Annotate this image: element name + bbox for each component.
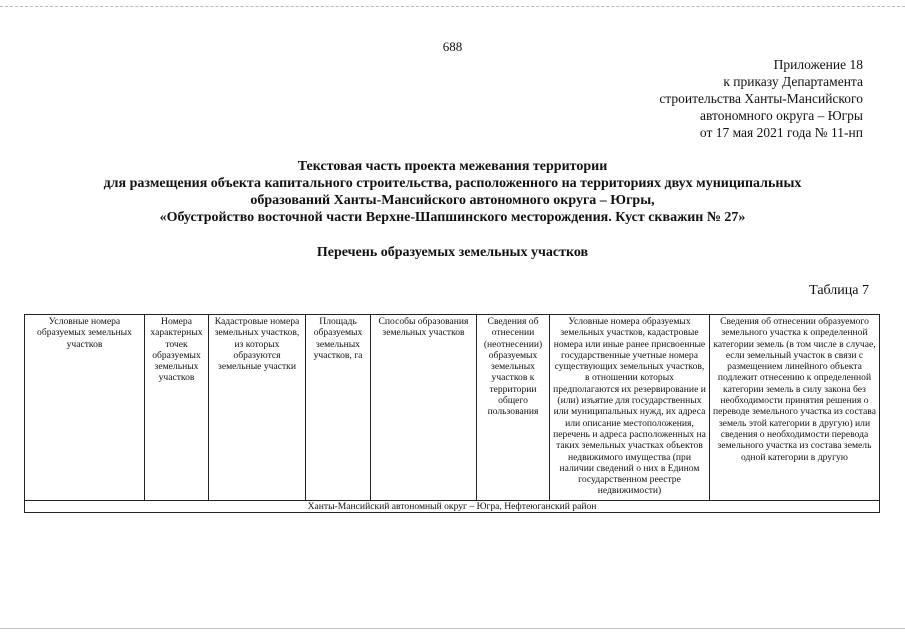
appendix-line: автономного округа – Югры xyxy=(700,108,863,123)
table-label: Таблица 7 xyxy=(809,283,869,298)
appendix-line: к приказу Департамента xyxy=(723,74,863,89)
header-cell: Сведения об отнесении образуемого земельного участка к определенной категории земель (в том числе в случае, если земельный участок в связи с размещением линейного объекта подлежит отнесению к определенной категории земель в силу закона без необходимости принятия решения о переводе земельного участка из состава земель этой категории в другую) или сведения о необходимости перевода земельного участка из состава земель одной категории в другую xyxy=(710,315,880,501)
header-cell: Способы образования земельных участков xyxy=(371,315,477,501)
land-plots-table xyxy=(24,314,880,513)
table-header-row xyxy=(25,315,880,501)
appendix-line: строительства Ханты-Мансийского xyxy=(659,91,863,106)
appendix-line: от 17 мая 2021 года № 11-нп xyxy=(699,125,863,140)
list-title: Перечень образуемых земельных участков xyxy=(316,245,589,260)
header-cell: Площадь образуемых земельных участков, га xyxy=(306,315,371,501)
document-title xyxy=(40,158,865,226)
appendix-block xyxy=(563,56,863,141)
appendix-line: Приложение 18 xyxy=(773,57,863,72)
table-row xyxy=(25,500,880,512)
header-cell: Условные номера образуемых земельных участков, кадастровые номера или иные ранее присвоенные государственные учетные номера существующих земельных участков, в отношении которых предполагаются их резервирование и (или) изъятие для государственных или муниципальных нужд, их адреса или описание местоположения, перечень и адреса расположенных на таких земельных участках объектов недвижимого имущества (при наличии сведений о них в Едином государственном реестре недвижимости) xyxy=(550,315,710,501)
header-cell: Условные номера образуемых земельных участков xyxy=(25,315,145,501)
scan-top-edge xyxy=(0,0,905,7)
region-cell: Ханты-Мансийский автономный округ – Югра, Нефтеюганский район xyxy=(25,500,880,512)
title-line: для размещения объекта капитального строительства, расположенного на территориях двух муниципальных xyxy=(103,176,802,191)
scan-bottom-edge xyxy=(0,628,905,629)
title-line: «Обустройство восточной части Верхне-Шапшинского месторождения. Куст скважин № 27» xyxy=(159,210,746,225)
header-cell: Сведения об отнесении (неотнесении) образуемых земельных участков к территории общего пользования xyxy=(477,315,550,501)
header-cell: Кадастровые номера земельных участков, из которых образуются земельные участки xyxy=(209,315,306,501)
title-line: образований Ханты-Мансийского автономного округа – Югры, xyxy=(250,193,655,208)
page-number: 688 xyxy=(442,39,463,54)
title-line: Текстовая часть проекта межевания территории xyxy=(297,159,608,174)
header-cell: Номера характерных точек образуемых земельных участков xyxy=(145,315,209,501)
